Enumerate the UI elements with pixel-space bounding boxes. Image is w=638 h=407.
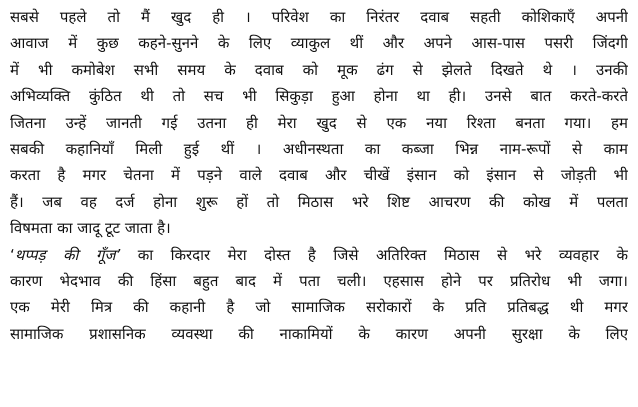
quote-open: ‘ [10, 245, 15, 264]
text-line: अभिव्यक्ति कुंठित थी तो सच भी सिकुड़ा हुआ होना था ही। उनसे बात करते-करते [10, 87, 628, 106]
text-line: सबकी कहानियाँ मिली हुई थीं । अधीनस्थता का कब्जा भिन्न नाम-रूपों से काम [10, 139, 628, 158]
text-line-rest: का किरदार मेरा दोस्त है जिसे अतिरिक्त मिठास से भरे व्यवहार के [120, 245, 628, 264]
text-line: विषमता का जादू टूट जाता है। [10, 219, 171, 238]
paragraph-1 [10, 4, 628, 242]
text-line: करता है मगर चेतना में पड़ने वाले दवाब और चीखें इंसान को इंसान से जोड़ती भी [10, 166, 628, 185]
text-line-with-title [10, 242, 628, 268]
text-line: जितना उन्हें जानती गई उतना ही मेरा खुद से एक नया रिश्ता बनता गया। हम [10, 113, 628, 132]
text-line: में भी कमोबेश सभी समय के दवाब को मूक ढंग से झेलते दिखते थे । उनकी [10, 60, 628, 79]
text-line: हैं। जब वह दर्ज होना शुरू हों तो मिठास भरे शिष्ट आचरण की कोख में पलता [10, 192, 628, 211]
story-title: थप्पड़ की गूँज’ [14, 245, 121, 264]
text-line: सबसे पहले तो मैं खुद ही । परिवेश का निरंतर दवाब सहती कोशिकाएँ अपनी [10, 8, 628, 26]
text-line: एक मेरी मित्र की कहानी है जो सामाजिक सरोकारों के प्रति प्रतिबद्ध थी मगर [10, 298, 628, 317]
text-line: सामाजिक प्रशासनिक व्यवस्था की नाकामियों के कारण अपनी सुरक्षा के लिए [10, 324, 628, 343]
paragraph-2 [10, 242, 628, 348]
text-line: आवाज में कुछ कहने-सुनने के लिए व्याकुल थीं और अपने आस-पास पसरी जिंदगी [10, 34, 628, 53]
text-line: कारण भेदभाव की हिंसा बहुत बाद में पता चली। एहसास होने पर प्रतिरोध भी जगा। [10, 271, 628, 290]
